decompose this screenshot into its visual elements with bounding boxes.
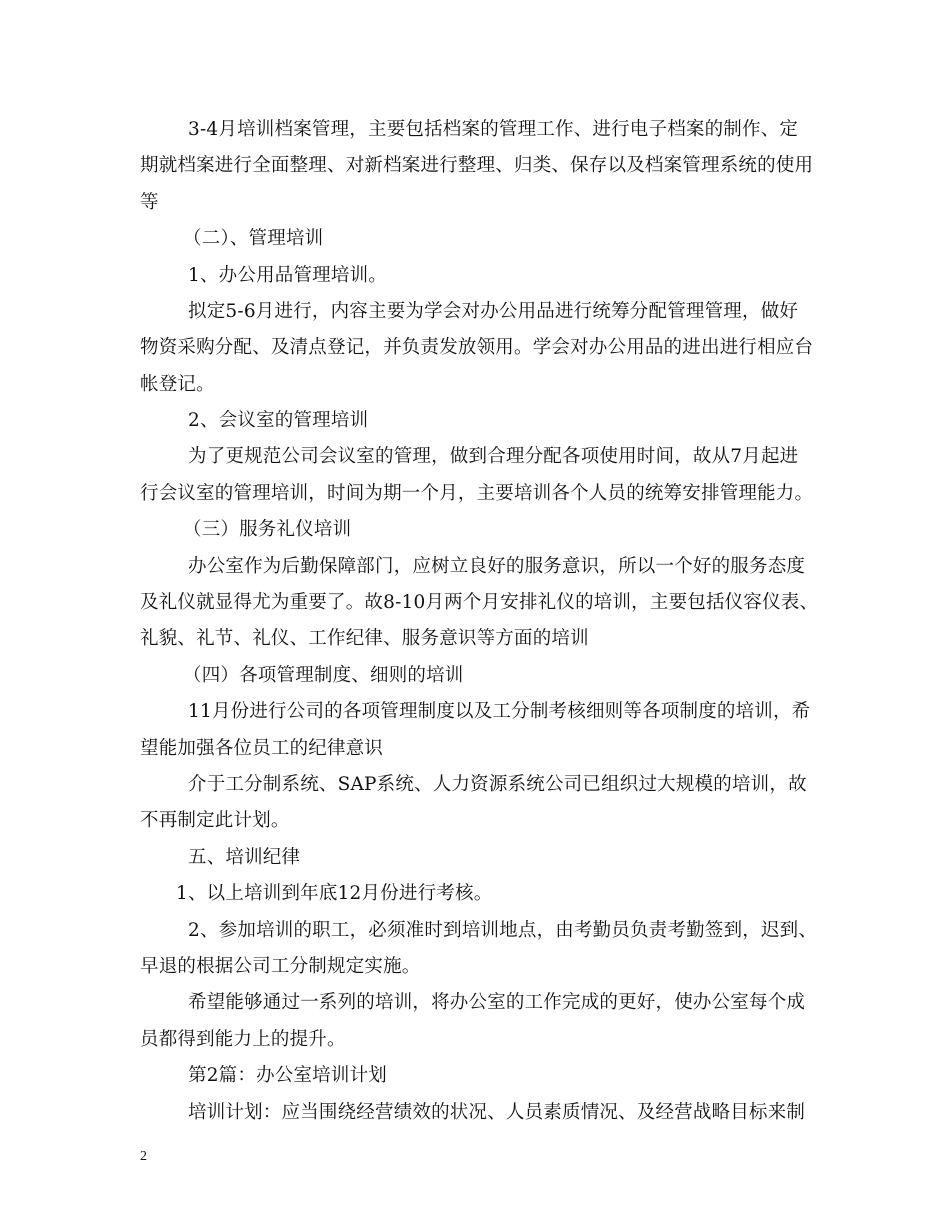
subsection-heading: 2、会议室的管理培训 <box>188 410 369 431</box>
paragraph-line: 望能加强各位员工的纪律意识 <box>140 738 384 759</box>
paragraph-line: 早退的根据公司工分制规定实施。 <box>140 956 421 977</box>
section-heading: （四）各项管理制度、细则的培训 <box>183 665 464 686</box>
paragraph-line: 办公室作为后勤保障部门，应树立良好的服务意识，所以一个好的服务态度 <box>188 556 806 577</box>
list-item: 2、参加培训的职工，必须准时到培训地点，由考勤员负责考勤签到，迟到、 <box>188 920 818 941</box>
section-heading: 五、培训纪律 <box>188 847 301 868</box>
paragraph-line: 介于工分制系统、SAP系统、人力资源系统公司已组织过大规模的培训，故 <box>188 774 807 795</box>
page-number: 2 <box>140 1149 147 1164</box>
paragraph-line: 及礼仪就显得尤为重要了。故8-10月两个月安排礼仪的培训，主要包括仪容仪表、 <box>140 592 819 613</box>
paragraph-line: 培训计划：应当围绕经营绩效的状况、人员素质情况、及经营战略目标来制 <box>188 1102 806 1123</box>
paragraph-line: 物资采购分配、及清点登记，并负责发放领用。学会对办公用品的进出进行相应台 <box>140 337 814 358</box>
paragraph-line: 3-4月培训档案管理，主要包括档案的管理工作、进行电子档案的制作、定 <box>188 119 799 140</box>
section-heading: （三）服务礼仪培训 <box>183 519 352 540</box>
paragraph-line: 帐登记。 <box>140 374 215 395</box>
paragraph-line: 期就档案进行全面整理、对新档案进行整理、归类、保存以及档案管理系统的使用 <box>140 155 814 176</box>
paragraph-line: 等 <box>140 192 159 213</box>
paragraph-line: 11月份进行公司的各项管理制度以及工分制考核细则等各项制度的培训，希 <box>188 701 811 722</box>
paragraph-line: 行会议室的管理培训，时间为期一个月，主要培训各个人员的统筹安排管理能力。 <box>140 483 814 504</box>
paragraph-line: 员都得到能力上的提升。 <box>140 1029 346 1050</box>
paragraph-line: 希望能够通过一系列的培训，将办公室的工作完成的更好，使办公室每个成 <box>188 992 806 1013</box>
chapter-heading: 第2篇：办公室培训计划 <box>188 1065 387 1086</box>
paragraph-line: 不再制定此计划。 <box>140 810 290 831</box>
paragraph-line: 礼貌、礼节、礼仪、工作纪律、服务意识等方面的培训 <box>140 628 589 649</box>
list-item: 1、以上培训到年底12月份进行考核。 <box>176 883 493 904</box>
paragraph-line: 拟定5-6月进行，内容主要为学会对办公用品进行统筹分配管理管理，做好 <box>188 301 799 322</box>
section-heading: （二）、管理培训 <box>183 228 324 249</box>
subsection-heading: 1、办公用品管理培训。 <box>188 265 387 286</box>
paragraph-line: 为了更规范公司会议室的管理，做到合理分配各项使用时间，故从7月起进 <box>188 446 799 467</box>
